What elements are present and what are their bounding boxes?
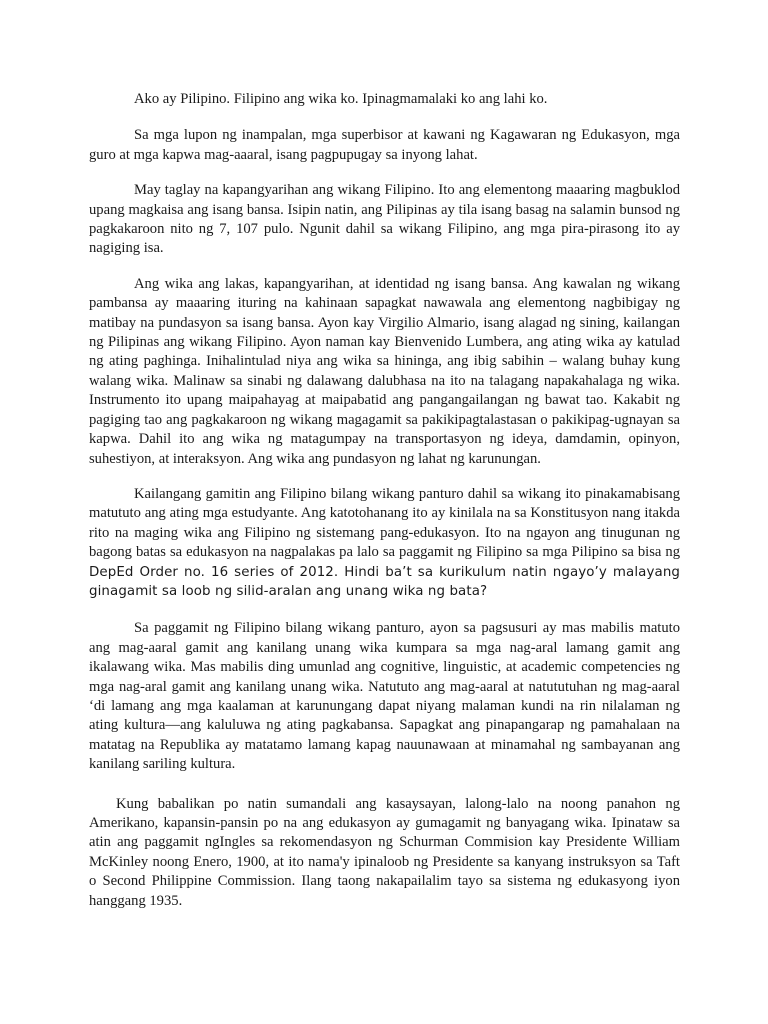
paragraph-6: Sa paggamit ng Filipino bilang wikang panturo, ayon sa pagsusuri ay mas mabilis matuto ang mag-aaral gamit ang kanilang unang wika kumpara sa mga nag-aral lamang gamit ang ikalawang wika. Mas mabilis ding umunlad ang cognitive, linguistic, at academic competencies ng mga nag-aral gamit ang kanilang unang wika. Natututo ang mag-aaral at natututuhan ng mag-aaral ‘di lamang ang mga kaalaman at karunungang dapat niyang malaman kundi na rin nilalaman ng ating kultura—ang kaluluwa ng ating pagkabansa. Sapagkat ang pinapangarap ng pamahalaan na matatag na Republika ay matatamo lamang kapag nauunawaan at minamahal ng sambayanan ang kanilang sariling kultura. bbox=[89, 620, 680, 773]
paragraph-2: Sa mga lupon ng inampalan, mga superbisor at kawani ng Kagawaran ng Edukasyon, mga guro at mga kapwa mag-aaaral, isang pagpupugay sa inyong lahat. bbox=[89, 127, 680, 163]
paragraph-1: Ako ay Pilipino. Filipino ang wika ko. Ipinagmamalaki ko ang lahi ko. bbox=[134, 91, 548, 107]
paragraph-5-serif-text: Kailangang gamitin ang Filipino bilang wikang panturo dahil sa wikang ito pinakamabisang matututo ang ating mga estudyante. Ang katotohanang ito ay kinilala na sa Konstitusyon nang itakda rito na maging wika ang Filipino ng sistemang pang-edukasyon. Ito na ngayon ang tinugunan ng bagong batas sa edukasyon na nagpalakas pa lalo sa paggamit ng Filipino sa mga Pilipino sa bisa ng bbox=[89, 485, 680, 561]
paragraph-4: Ang wika ang lakas, kapangyarihan, at identidad ng isang bansa. Ang kawalan ng wikang pambansa ay maaaring ituring na kahinaan sapagkat nawawala ang elementong nagbibigay ng matibay na pundasyon sa isang bansa. Ayon kay Virgilio Almario, isang alagad ng sining, kailangan ng Pilipinas ang wikang Filipino. Ayon naman kay Bienvenido Lumbera, ang ating wika ay katulad ng ating paghinga. Inihalintulad niya ang wika sa hininga, ang ibig sabihin – walang buhay kung walang wika. Malinaw sa sinabi ng dalawang dalubhasa na ito na talagang napakahalaga ng wika. Instrumento ito upang maipahayag at maipabatid ang pangangailangan ng bawat tao. Kakabit ng pagiging tao ang pagkakaroon ng wikang magagamit sa pakikipagtalastasan o pakikipag-ugnayan sa kapwa. Dahil ito ang wika ng matagumpay na transportasyon ng ideya, damdamin, opinyon, suhestiyon, at interaksyon. Ang wika ang pundasyon ng lahat ng karunungan. bbox=[89, 275, 680, 467]
paragraph-5 bbox=[89, 485, 680, 601]
speech-text bbox=[89, 90, 680, 911]
paragraph-3: May taglay na kapangyarihan ang wikang Filipino. Ito ang elementong maaaring magbuklod upang magkaisa ang isang bansa. Isipin natin, ang Pilipinas ay tila isang basag na salamin bunsod ng pagkakaroon nito ng 7, 107 pulo. Ngunit dahil sa wikang Filipino, ang mga pira-pirasong ito ay nagiging isa. bbox=[89, 182, 680, 257]
paragraph-5-sans-text: DepEd Order no. 16 series of 2012. Hindi ba’t sa kurikulum natin ngayo’y malayang ginagamit sa loob ng silid-aralan ang unang wika ng bata? bbox=[89, 564, 680, 599]
paragraph-7: Kung babalikan po natin sumandali ang kasaysayan, lalong-lalo na noong panahon ng Amerikano, kapansin-pansin po na ang edukasyon ay gumagamit ng banyagang wika. Ipinataw sa atin ang paggamit ngIngles sa rekomendasyon ng Schurman Commision kay Presidente William McKinley noong Enero, 1900, at ito nama'y ipinaloob ng Presidente sa kanyang instruksyon sa Taft o Second Philippine Commission. Ilang taong nakapailalim tayo sa sistema ng edukasyong iyon hanggang 1935. bbox=[89, 795, 680, 909]
